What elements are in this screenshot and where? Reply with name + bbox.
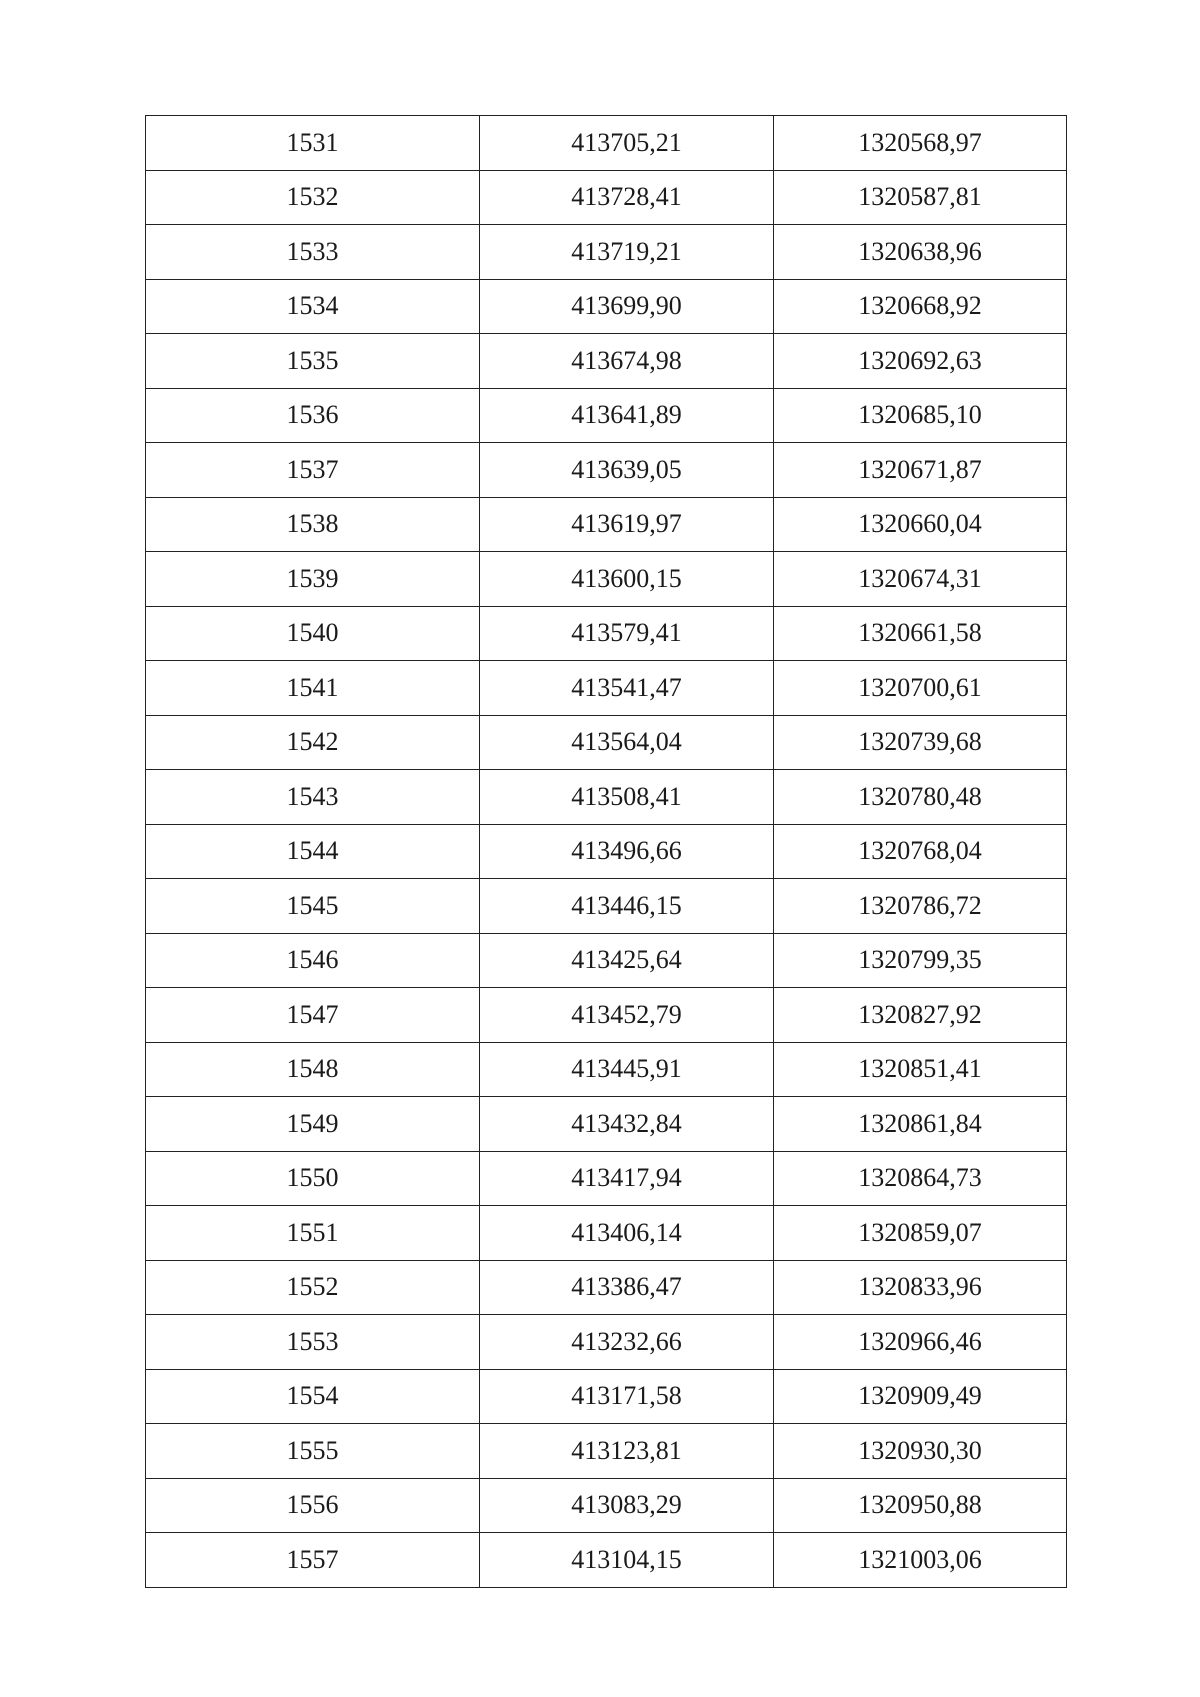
x-coordinate-cell: 413674,98	[480, 334, 774, 389]
point-number-cell: 1542	[146, 715, 480, 770]
point-number-cell: 1548	[146, 1042, 480, 1097]
table-row	[146, 1042, 1067, 1097]
table-row	[146, 1206, 1067, 1261]
y-coordinate-cell: 1320930,30	[774, 1424, 1067, 1479]
table-row	[146, 606, 1067, 661]
point-number-cell: 1554	[146, 1369, 480, 1424]
table-row	[146, 770, 1067, 825]
x-coordinate-cell: 413719,21	[480, 225, 774, 280]
point-number-cell: 1534	[146, 279, 480, 334]
table-row	[146, 170, 1067, 225]
x-coordinate-cell: 413579,41	[480, 606, 774, 661]
x-coordinate-cell: 413445,91	[480, 1042, 774, 1097]
y-coordinate-cell: 1320674,31	[774, 552, 1067, 607]
point-number-cell: 1543	[146, 770, 480, 825]
y-coordinate-cell: 1320671,87	[774, 443, 1067, 498]
point-number-cell: 1549	[146, 1097, 480, 1152]
table-row	[146, 443, 1067, 498]
y-coordinate-cell: 1320780,48	[774, 770, 1067, 825]
x-coordinate-cell: 413104,15	[480, 1533, 774, 1588]
table-row	[146, 715, 1067, 770]
point-number-cell: 1538	[146, 497, 480, 552]
table-row	[146, 824, 1067, 879]
table-row	[146, 1097, 1067, 1152]
x-coordinate-cell: 413432,84	[480, 1097, 774, 1152]
x-coordinate-cell: 413639,05	[480, 443, 774, 498]
y-coordinate-cell: 1321003,06	[774, 1533, 1067, 1588]
y-coordinate-cell: 1320587,81	[774, 170, 1067, 225]
point-number-cell: 1547	[146, 988, 480, 1043]
point-number-cell: 1535	[146, 334, 480, 389]
x-coordinate-cell: 413171,58	[480, 1369, 774, 1424]
y-coordinate-cell: 1320661,58	[774, 606, 1067, 661]
y-coordinate-cell: 1320660,04	[774, 497, 1067, 552]
y-coordinate-cell: 1320568,97	[774, 116, 1067, 171]
x-coordinate-cell: 413699,90	[480, 279, 774, 334]
point-number-cell: 1544	[146, 824, 480, 879]
point-number-cell: 1551	[146, 1206, 480, 1261]
x-coordinate-cell: 413619,97	[480, 497, 774, 552]
x-coordinate-cell: 413406,14	[480, 1206, 774, 1261]
table-row	[146, 933, 1067, 988]
table-row	[146, 1533, 1067, 1588]
x-coordinate-cell: 413386,47	[480, 1260, 774, 1315]
point-number-cell: 1557	[146, 1533, 480, 1588]
x-coordinate-cell: 413641,89	[480, 388, 774, 443]
point-number-cell: 1531	[146, 116, 480, 171]
x-coordinate-cell: 413123,81	[480, 1424, 774, 1479]
point-number-cell: 1532	[146, 170, 480, 225]
x-coordinate-cell: 413232,66	[480, 1315, 774, 1370]
point-number-cell: 1553	[146, 1315, 480, 1370]
y-coordinate-cell: 1320966,46	[774, 1315, 1067, 1370]
point-number-cell: 1539	[146, 552, 480, 607]
x-coordinate-cell: 413705,21	[480, 116, 774, 171]
y-coordinate-cell: 1320692,63	[774, 334, 1067, 389]
table-row	[146, 279, 1067, 334]
table-row	[146, 225, 1067, 280]
table-row	[146, 1478, 1067, 1533]
y-coordinate-cell: 1320700,61	[774, 661, 1067, 716]
x-coordinate-cell: 413452,79	[480, 988, 774, 1043]
point-number-cell: 1555	[146, 1424, 480, 1479]
table-row	[146, 1424, 1067, 1479]
point-number-cell: 1546	[146, 933, 480, 988]
y-coordinate-cell: 1320861,84	[774, 1097, 1067, 1152]
coordinates-table	[145, 115, 1067, 1588]
table-row	[146, 1315, 1067, 1370]
point-number-cell: 1537	[146, 443, 480, 498]
x-coordinate-cell: 413083,29	[480, 1478, 774, 1533]
table-row	[146, 879, 1067, 934]
point-number-cell: 1541	[146, 661, 480, 716]
y-coordinate-cell: 1320638,96	[774, 225, 1067, 280]
table-row	[146, 1151, 1067, 1206]
y-coordinate-cell: 1320827,92	[774, 988, 1067, 1043]
table-row	[146, 552, 1067, 607]
table-row	[146, 497, 1067, 552]
table-row	[146, 334, 1067, 389]
x-coordinate-cell: 413541,47	[480, 661, 774, 716]
y-coordinate-cell: 1320833,96	[774, 1260, 1067, 1315]
point-number-cell: 1545	[146, 879, 480, 934]
point-number-cell: 1552	[146, 1260, 480, 1315]
table-row	[146, 116, 1067, 171]
y-coordinate-cell: 1320768,04	[774, 824, 1067, 879]
table-row	[146, 661, 1067, 716]
y-coordinate-cell: 1320786,72	[774, 879, 1067, 934]
x-coordinate-cell: 413564,04	[480, 715, 774, 770]
y-coordinate-cell: 1320864,73	[774, 1151, 1067, 1206]
x-coordinate-cell: 413417,94	[480, 1151, 774, 1206]
point-number-cell: 1536	[146, 388, 480, 443]
y-coordinate-cell: 1320668,92	[774, 279, 1067, 334]
y-coordinate-cell: 1320851,41	[774, 1042, 1067, 1097]
point-number-cell: 1540	[146, 606, 480, 661]
table-row	[146, 988, 1067, 1043]
y-coordinate-cell: 1320859,07	[774, 1206, 1067, 1261]
table-body	[146, 116, 1067, 1588]
table-row	[146, 1260, 1067, 1315]
x-coordinate-cell: 413508,41	[480, 770, 774, 825]
point-number-cell: 1556	[146, 1478, 480, 1533]
point-number-cell: 1533	[146, 225, 480, 280]
y-coordinate-cell: 1320685,10	[774, 388, 1067, 443]
table-row	[146, 1369, 1067, 1424]
table-row	[146, 388, 1067, 443]
y-coordinate-cell: 1320950,88	[774, 1478, 1067, 1533]
x-coordinate-cell: 413600,15	[480, 552, 774, 607]
x-coordinate-cell: 413425,64	[480, 933, 774, 988]
x-coordinate-cell: 413728,41	[480, 170, 774, 225]
y-coordinate-cell: 1320909,49	[774, 1369, 1067, 1424]
y-coordinate-cell: 1320799,35	[774, 933, 1067, 988]
y-coordinate-cell: 1320739,68	[774, 715, 1067, 770]
point-number-cell: 1550	[146, 1151, 480, 1206]
x-coordinate-cell: 413446,15	[480, 879, 774, 934]
x-coordinate-cell: 413496,66	[480, 824, 774, 879]
